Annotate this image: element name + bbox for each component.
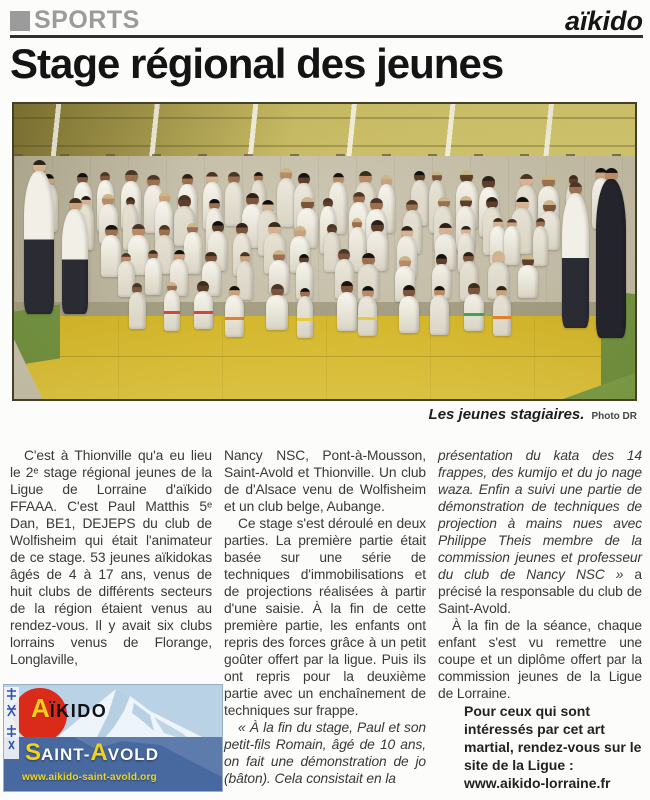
attribution-text: a précisé la responsable du club de Saint-Avold.: [438, 567, 642, 616]
section-header: [10, 3, 643, 38]
logo-name-mid: AINT-: [41, 745, 91, 764]
paragraph: Nancy NSC, Pont-à-Mousson, Saint-Avold et Thionville. Un club de d'Alsace venu de Wolfisheim et un club belge, Aubange.: [224, 448, 426, 514]
logo-name-initial2: A: [90, 739, 108, 766]
group-of-aikidokas: [14, 104, 635, 399]
quote-paragraph: « À la fin du stage, Paul et son petit-fils Romain, âgé de 10 ans, on fait une démonstration de jo (bâton). Cela consistait en la: [224, 720, 426, 786]
quote-paragraph: [438, 447, 642, 617]
section-square-icon: [10, 11, 30, 31]
section-label-wrap: [10, 8, 140, 35]
paragraph: Ce stage s'est déroulé en deux parties. La première partie était basée sur une série de techniques d'immobilisations et de projections réalisées à partir d'une saisie. À la fin de cette première partie, les enfants ont repris des forces grâce à un petit goûter offert par la ligue. Puis ils ont repris pour la deuxième partie avec un enchaînement de techniques sur frappe.: [224, 516, 426, 718]
logo-title-initial: A: [31, 693, 50, 723]
call-to-action-text: Pour ceux qui sont intéressés par cet art martial, rendez-vous sur le site de la Ligue : www.aikido-lorraine.fr: [464, 703, 642, 791]
logo-name-initial: S: [25, 739, 42, 766]
club-website-url: www.aikido-saint-avold.org: [22, 772, 157, 783]
paragraph: C'est à Thionville qu'a eu lieu le 2ᵉ stage régional jeunes de la Ligue de Lorraine d'aïkido FFAAA. C'est Paul Matthis 5ᵉ Dan, BE1, DEJEPS du club de Wolfisheim qui était l'animateur de ce stage. 53 jeunes aïkidokas âgés de 4 à 17 ans, venus de huit clubs de différents secteurs de la région étaient venus au rendez-vous. Il y avait six clubs lorrains venus de Florange, Longlaville,: [10, 448, 212, 667]
section-label: SPORTS: [34, 6, 140, 34]
article-column-3: [438, 447, 642, 792]
logo-club-name: [25, 739, 159, 767]
logo-title-rest: ÏKIDO: [49, 701, 108, 721]
logo-title: [31, 693, 107, 724]
photo-scene: [14, 104, 635, 399]
quote-text: présentation du kata des 14 frappes, des kumijo et du jo nage waza. Enfin a suivi une partie de démonstration de techniques de projection à mains nues avec Philippe Theis membre de la commission jeunes et professeur du club de Nancy NSC »: [438, 448, 642, 582]
logo-name-rest: VOLD: [107, 745, 159, 764]
club-logo: [3, 684, 223, 792]
paragraph: À la fin de la séance, chaque enfant s'est vu remettre une coupe et un diplôme offert par la commission jeunes de la Ligue de Lorraine.: [438, 618, 642, 701]
photo-caption: Les jeunes stagiaires.: [428, 406, 585, 423]
photo-credit: Photo DR: [591, 411, 637, 422]
group-photo: [12, 102, 637, 401]
topic-label: aïkido: [564, 6, 643, 36]
article-title: Stage régional des jeunes: [10, 40, 504, 87]
article-column-2: [224, 447, 426, 787]
article-column-1: [10, 447, 212, 668]
photo-caption-row: [429, 406, 637, 424]
